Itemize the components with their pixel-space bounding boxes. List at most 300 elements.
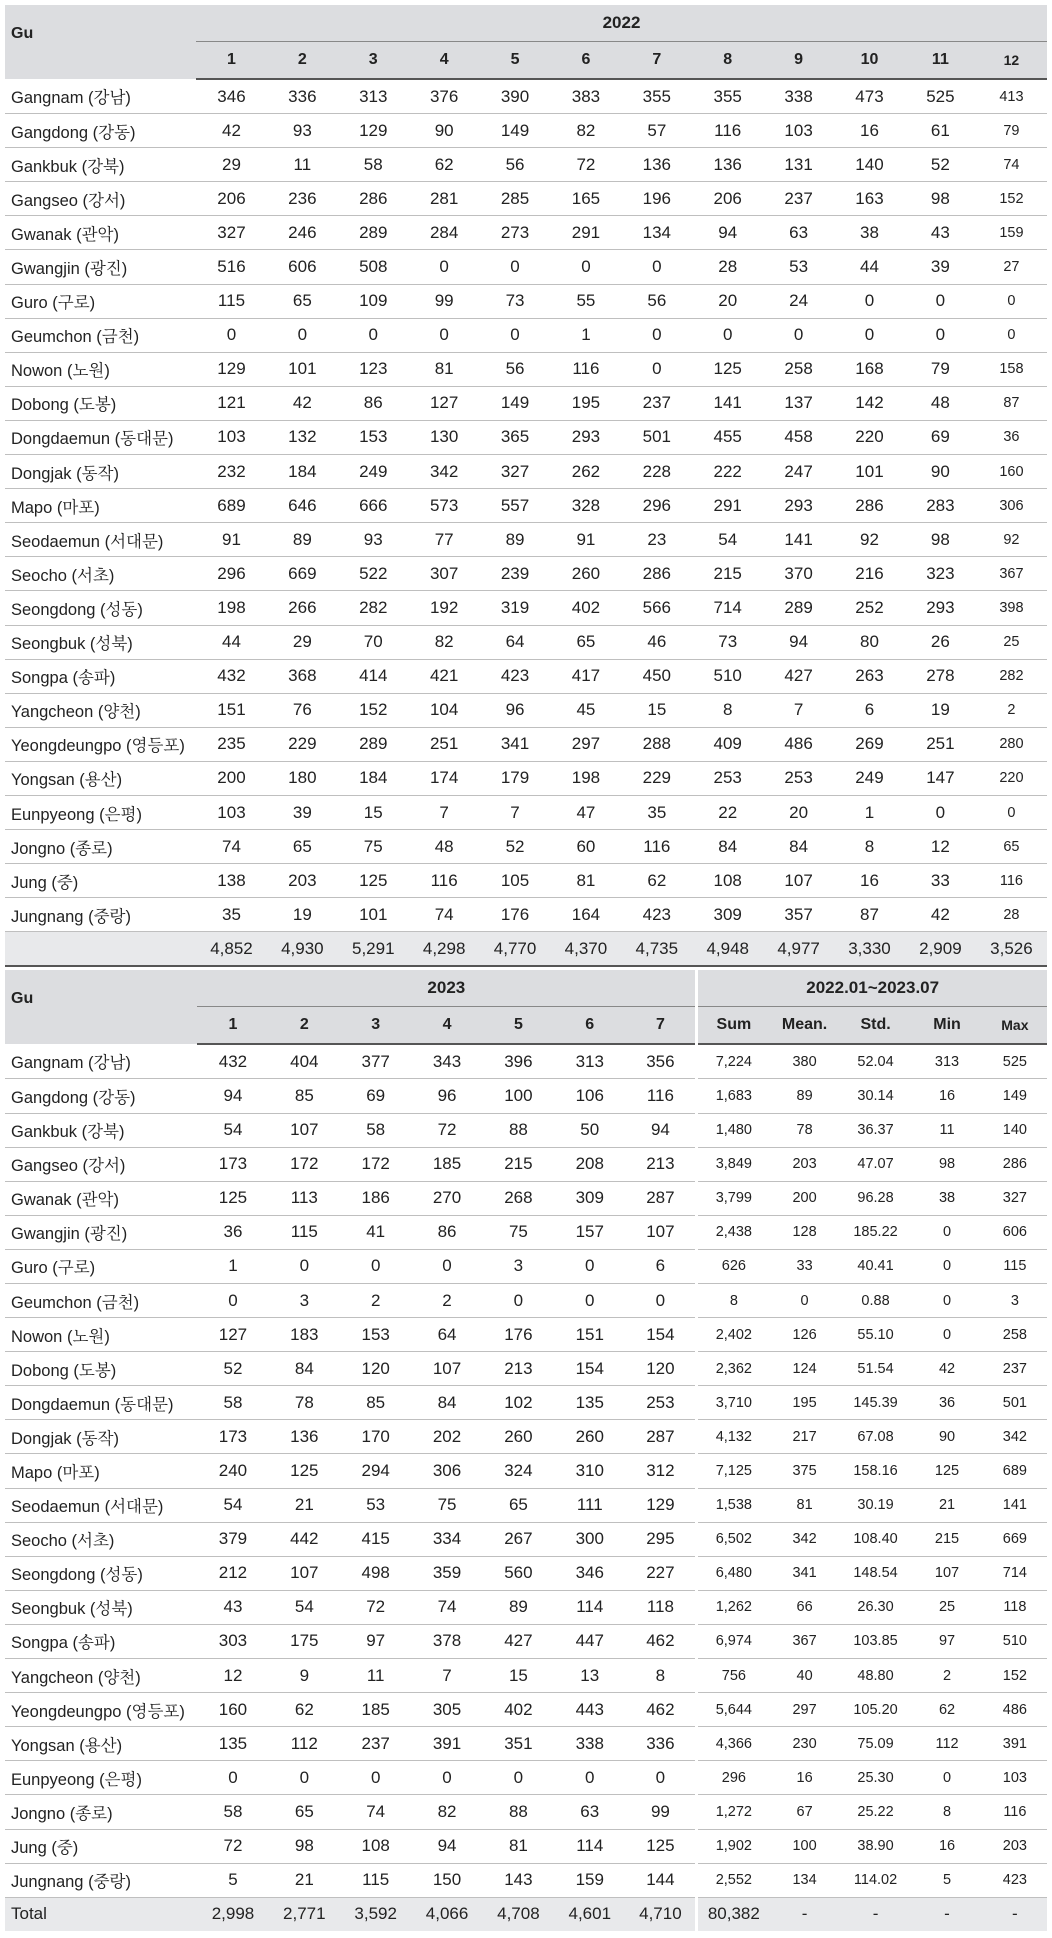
district-name: Yangcheon (양천) [5,1659,197,1693]
value-cell: 228 [621,455,692,489]
value-cell: 111 [554,1488,625,1522]
value-cell: 251 [905,727,976,761]
value-cell: 498 [340,1556,411,1590]
value-cell: 91 [550,523,621,557]
value-cell: 157 [554,1215,625,1249]
value-cell: 87 [976,386,1047,420]
district-name: Gwanak (관악) [5,216,196,250]
stat-cell: 52.04 [840,1044,911,1079]
value-cell: 52 [480,830,551,864]
value-cell: 432 [197,1044,268,1079]
value-cell: 486 [763,727,834,761]
stat-cell: 118 [983,1590,1047,1624]
stat-cell: 380 [769,1044,839,1079]
stat-cell: 89 [769,1079,839,1113]
value-cell: 176 [483,1318,554,1352]
value-cell: 101 [834,455,905,489]
stat-cell: 237 [983,1352,1047,1386]
value-cell: 296 [196,557,267,591]
district-name: Jung (중) [5,1829,197,1863]
value-cell: 109 [338,284,409,318]
value-cell: 303 [197,1624,268,1658]
stat-cell: 16 [911,1829,982,1863]
value-cell: 132 [267,420,338,454]
district-name: Dobong (도봉) [5,1352,197,1386]
table-row [5,455,1047,489]
district-name: Gwangjin (광진) [5,1215,197,1249]
district-name: Eunpyeong (은평) [5,1761,197,1795]
value-cell: 65 [267,284,338,318]
value-cell: 84 [692,830,763,864]
value-cell: 462 [625,1624,696,1658]
value-cell: 116 [976,864,1047,898]
value-cell: 91 [196,523,267,557]
total-cell: 2,771 [269,1897,340,1931]
total-row [5,1897,1047,1931]
stat-cell: 40 [769,1659,839,1693]
value-cell: 56 [480,352,551,386]
value-cell: 378 [411,1624,482,1658]
value-cell: 6 [625,1249,696,1283]
stat-cell: 107 [911,1556,982,1590]
value-cell: 282 [338,591,409,625]
value-cell: 291 [550,216,621,250]
value-cell: 136 [269,1420,340,1454]
value-cell: 170 [340,1420,411,1454]
value-cell: 73 [692,625,763,659]
stat-cell: 38 [911,1181,982,1215]
value-cell: 94 [197,1079,268,1113]
stat-cell: 40.41 [840,1249,911,1283]
value-cell: 173 [197,1147,268,1181]
district-name: Seodaemun (서대문) [5,523,196,557]
value-cell: 522 [338,557,409,591]
value-cell: 251 [409,727,480,761]
value-cell: 220 [834,420,905,454]
value-cell: 368 [267,659,338,693]
district-name: Gangseo (강서) [5,1147,197,1181]
value-cell: 114 [554,1590,625,1624]
value-cell: 163 [834,182,905,216]
stat-cell: 103 [983,1761,1047,1795]
value-cell: 141 [763,523,834,557]
value-cell: 84 [763,830,834,864]
value-cell: 423 [480,659,551,693]
stat-cell: 25 [911,1590,982,1624]
stat-cell: 158.16 [840,1454,911,1488]
table-row [5,1556,1047,1590]
value-cell: 69 [340,1079,411,1113]
value-cell: 135 [554,1386,625,1420]
value-cell: 263 [834,659,905,693]
month-header: 1 [196,42,267,80]
value-cell: 185 [411,1147,482,1181]
value-cell: 227 [625,1556,696,1590]
table-row [5,1420,1047,1454]
value-cell: 646 [267,489,338,523]
value-cell: 249 [834,761,905,795]
table-row [5,523,1047,557]
table-row [5,1249,1047,1283]
value-cell: 113 [269,1181,340,1215]
value-cell: 306 [411,1454,482,1488]
value-cell: 74 [409,898,480,932]
value-cell: 288 [621,727,692,761]
total-cell: 3,526 [976,932,1047,967]
value-cell: 260 [550,557,621,591]
value-cell: 286 [338,182,409,216]
value-cell: 116 [692,114,763,148]
value-cell: 409 [692,727,763,761]
stat-cell: 3,849 [697,1147,769,1181]
value-cell: 213 [483,1352,554,1386]
stat-cell: 296 [697,1761,769,1795]
period-header: 2022.01~2023.07 [697,970,1047,1007]
value-cell: 262 [550,455,621,489]
value-cell: 149 [480,386,551,420]
value-cell: 606 [267,250,338,284]
value-cell: 377 [340,1044,411,1079]
district-name: Nowon (노원) [5,1318,197,1352]
year-header: 2022 [196,5,1047,42]
stat-cell: 1,262 [697,1590,769,1624]
total-label: Total [5,1897,197,1931]
stat-cell: 0.88 [840,1284,911,1318]
district-name: Gankbuk (강북) [5,148,196,182]
total-stat-cell: - [840,1897,911,1931]
month-header: 6 [554,1007,625,1045]
district-name: Seocho (서초) [5,557,196,591]
stat-cell: 501 [983,1386,1047,1420]
value-cell: 125 [269,1454,340,1488]
stat-cell: 4,366 [697,1727,769,1761]
district-name: Gwanak (관악) [5,1181,197,1215]
stat-cell: 203 [769,1147,839,1181]
district-name: Gangnam (강남) [5,1044,197,1079]
stat-cell: 689 [983,1454,1047,1488]
stat-cell: 3,799 [697,1181,769,1215]
value-cell: 56 [480,148,551,182]
value-cell: 103 [196,420,267,454]
value-cell: 44 [834,250,905,284]
stat-cell: 105.20 [840,1693,911,1727]
value-cell: 307 [409,557,480,591]
stat-cell: 26.30 [840,1590,911,1624]
value-cell: 185 [340,1693,411,1727]
value-cell: 229 [267,727,338,761]
table-row [5,250,1047,284]
total-cell: 5,291 [338,932,409,967]
value-cell: 206 [196,182,267,216]
value-cell: 379 [197,1522,268,1556]
stat-cell: 367 [769,1624,839,1658]
value-cell: 144 [625,1863,696,1897]
value-cell: 0 [905,795,976,829]
value-cell: 85 [269,1079,340,1113]
stat-header: Max [983,1007,1047,1045]
district-name: Songpa (송파) [5,659,196,693]
value-cell: 346 [196,79,267,114]
year-header: 2023 [197,970,697,1007]
value-cell: 93 [267,114,338,148]
value-cell: 253 [763,761,834,795]
stat-cell: 1,272 [697,1795,769,1829]
stat-cell: 7,125 [697,1454,769,1488]
value-cell: 92 [976,523,1047,557]
stat-cell: 100 [769,1829,839,1863]
value-cell: 258 [763,352,834,386]
table-row [5,1727,1047,1761]
stat-cell: 2,552 [697,1863,769,1897]
gu-header: Gu [5,5,196,79]
total-cell: 4,977 [763,932,834,967]
stat-cell: 0 [911,1284,982,1318]
value-cell: 16 [834,864,905,898]
value-cell: 236 [267,182,338,216]
value-cell: 208 [554,1147,625,1181]
value-cell: 26 [905,625,976,659]
value-cell: 334 [411,1522,482,1556]
value-cell: 309 [692,898,763,932]
value-cell: 200 [196,761,267,795]
value-cell: 206 [692,182,763,216]
district-name: Seocho (서초) [5,1522,197,1556]
value-cell: 213 [625,1147,696,1181]
value-cell: 0 [834,318,905,352]
table-row [5,148,1047,182]
value-cell: 106 [554,1079,625,1113]
value-cell: 79 [976,114,1047,148]
value-cell: 48 [905,386,976,420]
value-cell: 3 [269,1284,340,1318]
value-cell: 90 [409,114,480,148]
value-cell: 42 [267,386,338,420]
table-row [5,659,1047,693]
value-cell: 88 [483,1113,554,1147]
value-cell: 266 [267,591,338,625]
value-cell: 0 [976,795,1047,829]
district-name: Yeongdeungpo (영등포) [5,1693,197,1727]
table-row [5,1044,1047,1079]
value-cell: 154 [554,1352,625,1386]
value-cell: 72 [197,1829,268,1863]
value-cell: 260 [554,1420,625,1454]
stat-cell: 47.07 [840,1147,911,1181]
district-name: Mapo (마포) [5,1454,197,1488]
value-cell: 278 [905,659,976,693]
value-cell: 0 [411,1761,482,1795]
value-cell: 12 [905,830,976,864]
value-cell: 328 [550,489,621,523]
value-cell: 98 [269,1829,340,1863]
value-cell: 27 [976,250,1047,284]
value-cell: 327 [480,455,551,489]
total-cell: 2,998 [197,1897,268,1931]
value-cell: 0 [763,318,834,352]
value-cell: 286 [621,557,692,591]
value-cell: 97 [340,1624,411,1658]
value-cell: 121 [196,386,267,420]
value-cell: 196 [621,182,692,216]
stat-cell: 30.14 [840,1079,911,1113]
table-row [5,625,1047,659]
value-cell: 79 [905,352,976,386]
value-cell: 120 [625,1352,696,1386]
value-cell: 237 [621,386,692,420]
value-cell: 714 [692,591,763,625]
value-cell: 180 [267,761,338,795]
district-name: Dongdaemun (동대문) [5,420,196,454]
table-row [5,591,1047,625]
stat-cell: 342 [983,1420,1047,1454]
value-cell: 29 [267,625,338,659]
district-name: Gangdong (강동) [5,114,196,148]
stat-cell: 3 [983,1284,1047,1318]
stat-cell: 152 [983,1659,1047,1693]
value-cell: 229 [621,761,692,795]
table-row [5,1284,1047,1318]
stat-cell: 0 [911,1761,982,1795]
district-name: Seongbuk (성북) [5,1590,197,1624]
value-cell: 508 [338,250,409,284]
value-cell: 112 [269,1727,340,1761]
value-cell: 246 [267,216,338,250]
value-cell: 0 [269,1249,340,1283]
value-cell: 165 [550,182,621,216]
stat-cell: 1,902 [697,1829,769,1863]
month-header: 6 [550,42,621,80]
value-cell: 253 [625,1386,696,1420]
stat-cell: 38.90 [840,1829,911,1863]
value-cell: 115 [269,1215,340,1249]
stat-header: Sum [697,1007,769,1045]
value-cell: 391 [411,1727,482,1761]
value-cell: 125 [692,352,763,386]
district-name: Gankbuk (강북) [5,1113,197,1147]
value-cell: 0 [976,318,1047,352]
table-row [5,489,1047,523]
month-header: 7 [621,42,692,80]
value-cell: 0 [196,318,267,352]
value-cell: 9 [269,1659,340,1693]
stat-cell: 67 [769,1795,839,1829]
table-row [5,1624,1047,1658]
district-name: Gwangjin (광진) [5,250,196,284]
stat-cell: 25.22 [840,1795,911,1829]
district-name: Nowon (노원) [5,352,196,386]
district-name: Seongdong (성동) [5,1556,197,1590]
value-cell: 54 [197,1113,268,1147]
value-cell: 96 [411,1079,482,1113]
value-cell: 172 [269,1147,340,1181]
value-cell: 101 [338,898,409,932]
month-header: 11 [905,42,976,80]
gu-header: Gu [5,970,197,1044]
value-cell: 53 [340,1488,411,1522]
stat-cell: 423 [983,1863,1047,1897]
stat-cell: 200 [769,1181,839,1215]
value-cell: 195 [550,386,621,420]
value-cell: 15 [338,795,409,829]
value-cell: 89 [267,523,338,557]
value-cell: 359 [411,1556,482,1590]
value-cell: 0 [554,1761,625,1795]
value-cell: 450 [621,659,692,693]
value-cell: 107 [411,1352,482,1386]
value-cell: 346 [554,1556,625,1590]
value-cell: 36 [976,420,1047,454]
stat-cell: 2,402 [697,1318,769,1352]
stat-cell: 36 [911,1386,982,1420]
value-cell: 107 [269,1113,340,1147]
value-cell: 305 [411,1693,482,1727]
value-cell: 338 [763,79,834,114]
stat-cell: 51.54 [840,1352,911,1386]
value-cell: 118 [625,1590,696,1624]
value-cell: 54 [692,523,763,557]
stat-cell: 341 [769,1556,839,1590]
value-cell: 186 [340,1181,411,1215]
value-cell: 129 [625,1488,696,1522]
month-header: 7 [625,1007,696,1045]
value-cell: 76 [267,693,338,727]
table-row [5,795,1047,829]
value-cell: 19 [267,898,338,932]
value-cell: 125 [625,1829,696,1863]
stat-cell: 525 [983,1044,1047,1079]
value-cell: 72 [411,1113,482,1147]
total-cell: 4,298 [409,932,480,967]
value-cell: 184 [338,761,409,795]
value-cell: 0 [480,318,551,352]
district-name: Seongdong (성동) [5,591,196,625]
value-cell: 84 [269,1352,340,1386]
value-cell: 35 [196,898,267,932]
value-cell: 56 [621,284,692,318]
table-row [5,693,1047,727]
value-cell: 21 [269,1863,340,1897]
value-cell: 58 [197,1386,268,1420]
month-header: 5 [483,1007,554,1045]
value-cell: 285 [480,182,551,216]
value-cell: 0 [625,1761,696,1795]
value-cell: 138 [196,864,267,898]
stat-cell: 195 [769,1386,839,1420]
value-cell: 1 [834,795,905,829]
value-cell: 43 [197,1590,268,1624]
district-name: Geumchon (금천) [5,1284,197,1318]
value-cell: 357 [763,898,834,932]
district-name: Gangdong (강동) [5,1079,197,1113]
value-cell: 309 [554,1181,625,1215]
value-cell: 136 [621,148,692,182]
table-row [5,1079,1047,1113]
value-cell: 50 [554,1113,625,1147]
value-cell: 0 [554,1284,625,1318]
stat-cell: 6,974 [697,1624,769,1658]
value-cell: 48 [409,830,480,864]
value-cell: 20 [692,284,763,318]
value-cell: 355 [621,79,692,114]
table-row [5,1590,1047,1624]
value-cell: 151 [196,693,267,727]
value-cell: 168 [834,352,905,386]
value-cell: 131 [763,148,834,182]
stat-cell: 217 [769,1420,839,1454]
value-cell: 338 [554,1727,625,1761]
value-cell: 421 [409,659,480,693]
value-cell: 98 [905,523,976,557]
